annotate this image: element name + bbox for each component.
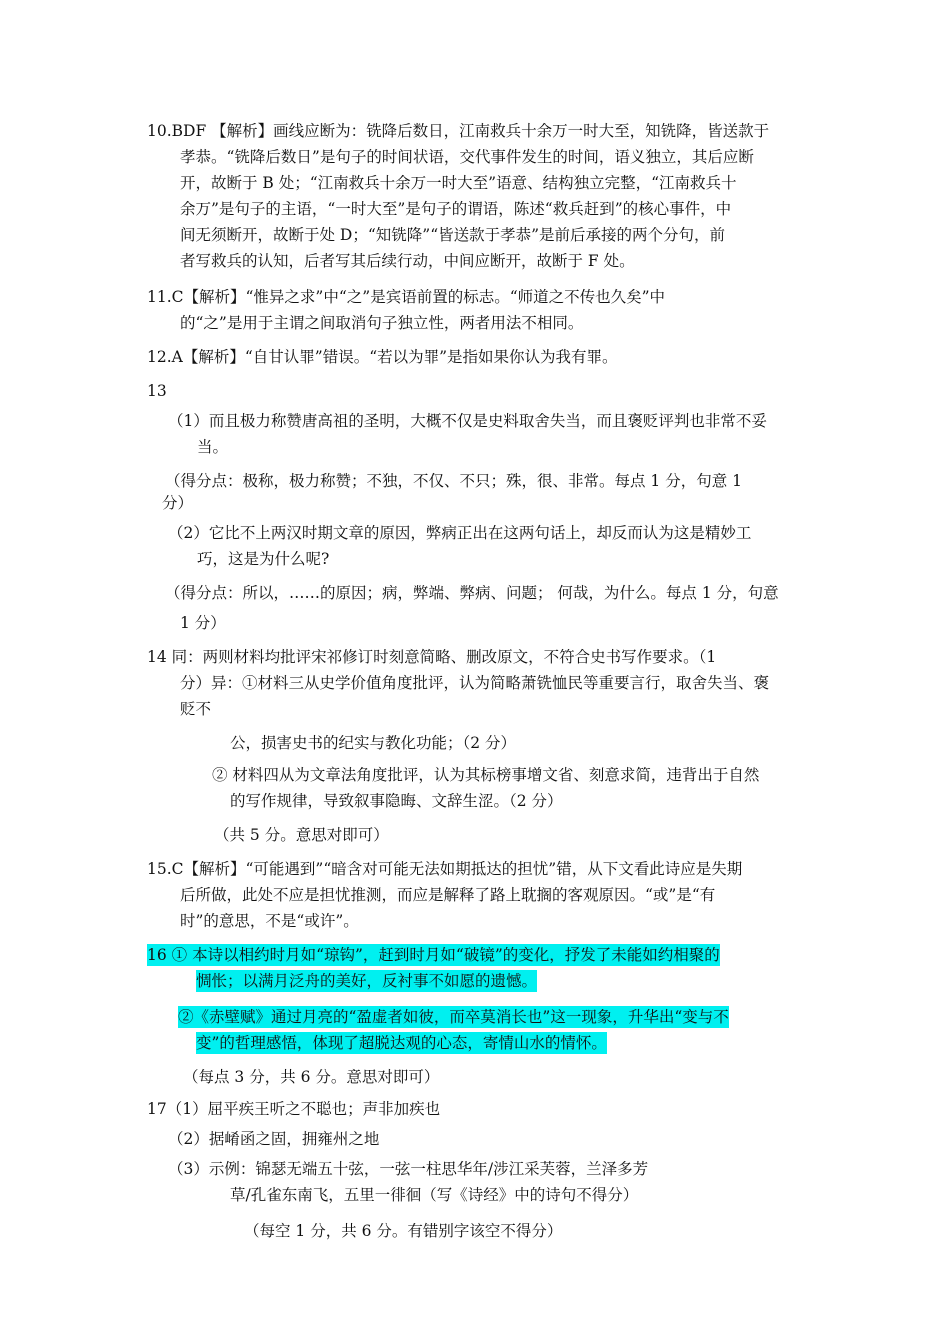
q15-line-2: 后所做，此处不应是担忧推测，而应是解释了路上耽搁的客观原因。“或”是“有: [180, 886, 716, 904]
q17-line-4: 草/孔雀东南飞，五里一徘徊（写《诗经》中的诗句不得分）: [230, 1186, 639, 1204]
q14-line-6: 的写作规律，导致叙事隐晦、文辞生涩。（2 分）: [230, 792, 563, 810]
q13-scoring-2-line-2: 1 分）: [180, 614, 226, 632]
q13-scoring-1-line-2: 分）: [162, 494, 194, 512]
q10-line-2: 孝恭。“铣降后数日”是句子的时间状语，交代事件发生的时间，语义独立，其后应断: [180, 148, 754, 166]
q13-answer-2-line-2: 巧，这是为什么呢?: [197, 550, 330, 568]
q15-line-1: 15.C【解析】“可能遇到”“暗含对可能无法如期抵达的担忧”错，从下文看此诗应是失期: [147, 860, 743, 878]
q17-scoring: （每空 1 分，共 6 分。有错别字该空不得分）: [244, 1222, 563, 1240]
q14-line-1: 14 同：两则材料均批评宋祁修订时刻意简略、删改原文，不符合史书写作要求。（1: [147, 648, 717, 666]
q14-line-4: 公，损害史书的纪实与教化功能；（2 分）: [230, 734, 517, 752]
q10-line-5: 间无须断开，故断于处 D；“知铣降”“皆送款于孝恭”是前后承接的两个分句，前: [180, 226, 726, 244]
q14-line-2: 分）异：①材料三从史学价值角度批评，认为简略萧铣恤民等重要言行，取舍失当、褒: [180, 674, 770, 692]
q13-answer-2-line-1: （2）它比不上两汉时期文章的原因，弊病正出在这两句话上，却反而认为这是精妙工: [168, 524, 752, 542]
q16-line-2: 惆怅；以满月泛舟的美好，反衬事不如愿的遗憾。: [196, 972, 538, 990]
q10-line-1: 10.BDF 【解析】画线应断为：铣降后数日，江南救兵十余万一时大至，知铣降，皆送款于: [147, 122, 770, 140]
q14-line-7: （共 5 分。意思对即可）: [214, 826, 389, 844]
q11-line-1: 11.C【解析】“惟异之求”中“之”是宾语前置的标志。“师道之不传也久矣”中: [147, 288, 666, 306]
q16-line-3: ②《赤壁赋》通过月亮的“盈虚者如彼，而卒莫消长也”这一现象，升华出“变与不: [178, 1008, 729, 1026]
q13-scoring-1-line-1: （得分点：极称，极力称赞；不独，不仅、不只；殊，很、非常。每点 1 分，句意 1: [165, 472, 743, 490]
q14-line-3: 贬不: [180, 700, 212, 718]
q13-answer-1-line-2: 当。: [197, 438, 229, 456]
q16-line-1: 16 ① 本诗以相约时月如“琼钩”，赶到时月如“破镜”的变化，抒发了未能如约相聚的: [147, 946, 720, 964]
q17-line-1: 17（1）屈平疾王听之不聪也；声非加疾也: [147, 1100, 441, 1118]
q16-scoring: （每点 3 分，共 6 分。意思对即可）: [183, 1068, 440, 1086]
q14-line-5: ② 材料四从为文章法角度批评，认为其标榜事增文省、刻意求简，违背出于自然: [212, 766, 760, 784]
q10-line-3: 开，故断于 B 处；“江南救兵十余万一时大至”语意、结构独立完整，“江南救兵十: [180, 174, 737, 192]
q15-line-3: 时”的意思，不是“或许”。: [180, 912, 359, 930]
q11-line-2: 的“之”是用于主谓之间取消句子独立性，两者用法不相同。: [180, 314, 584, 332]
q10-line-4: 余万”是句子的主语，“一时大至”是句子的谓语，陈述“救兵赶到”的核心事件，中: [180, 200, 732, 218]
q17-line-3: （3）示例：锦瑟无端五十弦，一弦一柱思华年/涉江采芙蓉，兰泽多芳: [168, 1160, 649, 1178]
q12-line: 12.A【解析】“自甘认罪”错误。“若以为罪”是指如果你认为我有罪。: [147, 348, 618, 366]
q13-answer-1-line-1: （1）而且极力称赞唐高祖的圣明，大概不仅是史料取舍失当，而且褒贬评判也非常不妥: [168, 412, 767, 430]
q17-line-2: （2）据崤函之固，拥雍州之地: [168, 1130, 380, 1148]
q16-line-4: 变”的哲理感悟，体现了超脱达观的心态，寄情山水的情怀。: [196, 1034, 607, 1052]
q13-number: 13: [147, 382, 167, 400]
q13-scoring-2-line-1: （得分点：所以，……的原因；病，弊端、弊病、问题； 何哉，为什么。每点 1 分，句意: [165, 584, 779, 602]
q10-line-6: 者写救兵的认知，后者写其后续行动，中间应断开，故断于 F 处。: [180, 252, 635, 270]
